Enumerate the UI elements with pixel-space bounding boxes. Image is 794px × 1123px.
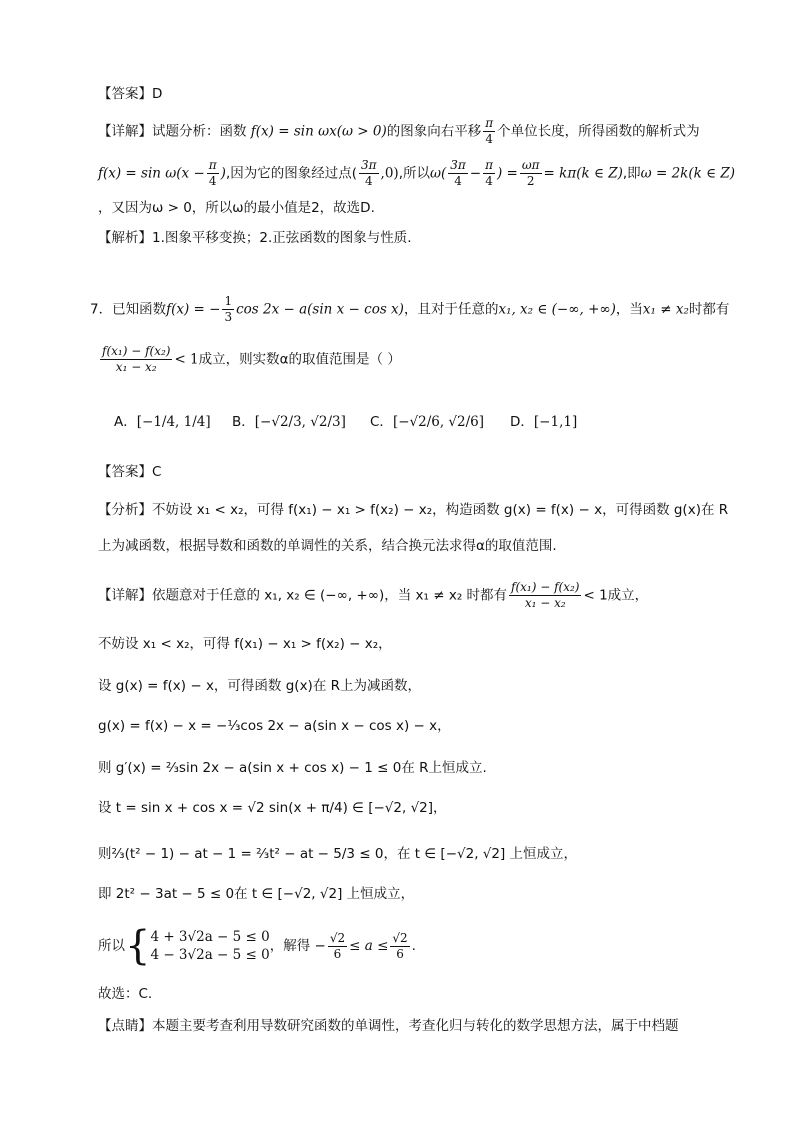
math-expression: ) =	[497, 165, 518, 182]
option-label: A．	[114, 414, 137, 430]
detail-text: ,即	[622, 165, 641, 182]
detail-text: ，解得 −	[269, 938, 326, 954]
q7-detail-line-1	[98, 580, 648, 611]
math-function: f(x) = sin ωx(ω > 0)	[250, 123, 387, 140]
math-expression: = kπ(k ∈ Z)	[543, 165, 623, 182]
q6-detail-line-3	[98, 198, 375, 218]
stem-text: 时都有	[688, 301, 730, 318]
fraction: $\frac{\pi}{4}$	[208, 158, 217, 188]
q7-stem-line-2	[98, 344, 401, 375]
fraction: $\frac{3\pi}{4}$	[450, 158, 466, 188]
fraction: $\frac{\pi}{4}$	[485, 158, 493, 188]
solution-step-3: g(x) = f(x) − x = −⅓cos 2x − a(sin x − cos x) − x，	[98, 718, 451, 734]
fraction-1-3: $\frac{1}{3}$	[224, 294, 233, 324]
math-paren: )	[220, 165, 226, 182]
analysis-text: 不妨设 x₁ < x₂，可得 f(x₁) − x₁ > f(x₂) − x₂，构造函数 g(x) = f(x) − x，可得函数 g(x)在 R	[152, 502, 729, 518]
solution-step-1: 不妨设 x₁ < x₂，可得 f(x₁) − x₁ > f(x₂) − x₂，	[98, 636, 392, 652]
stem-text: ，当	[615, 301, 643, 318]
question-number: 7．已知函数	[90, 301, 167, 318]
q6-detail-line-1	[98, 116, 700, 147]
q6-analysis-line	[98, 228, 412, 248]
math-expression: x₁ ≠ x₂	[642, 301, 689, 318]
answer-tag: 【答案】	[98, 464, 152, 480]
option-value: [−1,1]	[533, 414, 578, 430]
option-d[interactable]	[510, 410, 577, 434]
option-a[interactable]	[114, 410, 211, 434]
option-b[interactable]	[232, 410, 346, 434]
detail-text: 的图象向右平移	[386, 123, 482, 140]
math-expression: ω(	[429, 165, 447, 182]
option-value: [−√2/3, √2/3]	[254, 414, 346, 430]
period: .	[411, 938, 416, 954]
option-label: B．	[232, 414, 255, 430]
stem-text: 成立，则实数α的取值范围是（ ）	[198, 351, 401, 368]
option-c[interactable]	[370, 410, 484, 434]
detail-tag: 【详解】	[98, 123, 152, 140]
solution-step-6: 则⅔(t² − 1) − at − 1 = ⅔t² − at − 5/3 ≤ 0，在 t ∈ [−√2, √2] 上恒成立，	[98, 846, 578, 862]
comment-line	[98, 1016, 679, 1036]
math-expression: x₁, x₂ ∈ (−∞, +∞)	[498, 301, 616, 318]
math-expression: ≤ a ≤	[349, 938, 389, 954]
math-expression: f(x) = −	[166, 301, 221, 318]
analysis-text: 1.图象平移变换；2.正弦函数的图象与性质.	[152, 230, 412, 246]
detail-text: < 1成立，	[583, 587, 649, 604]
detail-text: ,因为它的图象经过点(	[225, 165, 357, 182]
answer-value: C	[152, 464, 162, 480]
fraction: $\frac{√2}{6}$	[392, 930, 408, 961]
detail-text: 所以	[98, 938, 125, 954]
fraction-pi-4: $\frac{\pi}{4}$	[485, 116, 494, 146]
math-expression: ω = 2k(k ∈ Z)	[640, 165, 736, 182]
math-expression: cos 2x − a(sin x − cos x)	[236, 301, 404, 318]
answer-tag: 【答案】	[98, 86, 152, 102]
choose-line: 故选：C.	[98, 986, 153, 1002]
solution-step-2: 设 g(x) = f(x) − x，可得函数 g(x)在 R上为减函数，	[98, 678, 421, 694]
math-expression: < 1	[174, 351, 199, 368]
q7-answer-line	[98, 462, 161, 482]
solution-step-7: 即 2t² − 3at − 5 ≤ 0在 t ∈ [−√2, √2] 上恒成立，	[98, 886, 415, 902]
stem-text: ，且对于任意的	[403, 301, 499, 318]
q7-analysis-line-2	[98, 536, 557, 556]
math-point: ,0)	[380, 165, 399, 182]
q6-detail-line-2: f(x) = sin ω(x − $\frac{\pi}{4}$ ),因为它的图象经过点( $\frac{3\pi}{4}$ ,0),所以ω( $\frac{3\pi}{4}$ − $\frac{\pi}{4}$ ) = $\frac{\omega\pi}{2}$ = kπ(k ∈ Z),即ω = 2k(k ∈ Z)	[98, 158, 736, 188]
detail-text: ，又因为ω > 0，所以ω的最小值是2，故选D.	[98, 200, 375, 216]
detail-text: 依题意对于任意的 x₁, x₂ ∈ (−∞, +∞)，当 x₁ ≠ x₂ 时都有	[152, 587, 508, 604]
q6-answer-line	[98, 84, 162, 104]
option-label: D．	[510, 414, 534, 430]
detail-text: ,所以	[398, 165, 430, 182]
detail-tag: 【详解】	[98, 587, 152, 604]
analysis-text: 上为减函数，根据导数和函数的单调性的关系，结合换元法求得α的取值范围.	[98, 538, 557, 554]
solution-step-5: 设 t = sin x + cos x = √2 sin(x + π/4) ∈ [−√2, √2]，	[98, 800, 447, 816]
math-expression: f(x) = sin ω(x −	[98, 165, 205, 182]
system-brace: {	[125, 923, 151, 969]
comment-text: 本题主要考查利用导数研究函数的单调性，考查化归与转化的数学思想方法，属于中档题	[152, 1018, 679, 1034]
q7-stem-line-1	[90, 294, 729, 325]
analysis-tag: 【分析】	[98, 502, 152, 518]
q7-analysis-line-1	[98, 500, 728, 520]
option-value: [−1/4, 1/4]	[136, 414, 211, 430]
fraction: $\frac{√2}{6}$	[329, 930, 346, 961]
difference-quotient: $\frac{\text{f(x₁) − f(x₂)}}{\text{x₁ − x₂}}$	[511, 580, 580, 610]
fraction: $\frac{\omega\pi}{2}$	[521, 158, 540, 188]
option-label: C．	[370, 414, 393, 430]
comment-tag: 【点睛】	[98, 1018, 152, 1034]
fraction: $\frac{3\pi}{4}$	[361, 158, 377, 188]
detail-text: 试题分析：函数	[152, 123, 247, 140]
inequality-system: 4 + 3√2a − 5 ≤ 0 4 − 3√2a − 5 ≤ 0	[150, 929, 270, 963]
solution-final	[98, 923, 416, 969]
solution-step-4: 则 g′(x) = ⅔sin 2x − a(sin x + cos x) − 1 ≤ 0在 R上恒成立.	[98, 760, 487, 776]
detail-text: 个单位长度，所得函数的解析式为	[497, 123, 700, 140]
analysis-tag: 【解析】	[98, 230, 152, 246]
difference-quotient: $\frac{\text{f(x₁) − f(x₂)}}{\text{x₁ − x₂}}$	[102, 344, 171, 374]
answer-value: D	[152, 86, 163, 102]
option-value: [−√2/6, √2/6]	[392, 414, 485, 430]
